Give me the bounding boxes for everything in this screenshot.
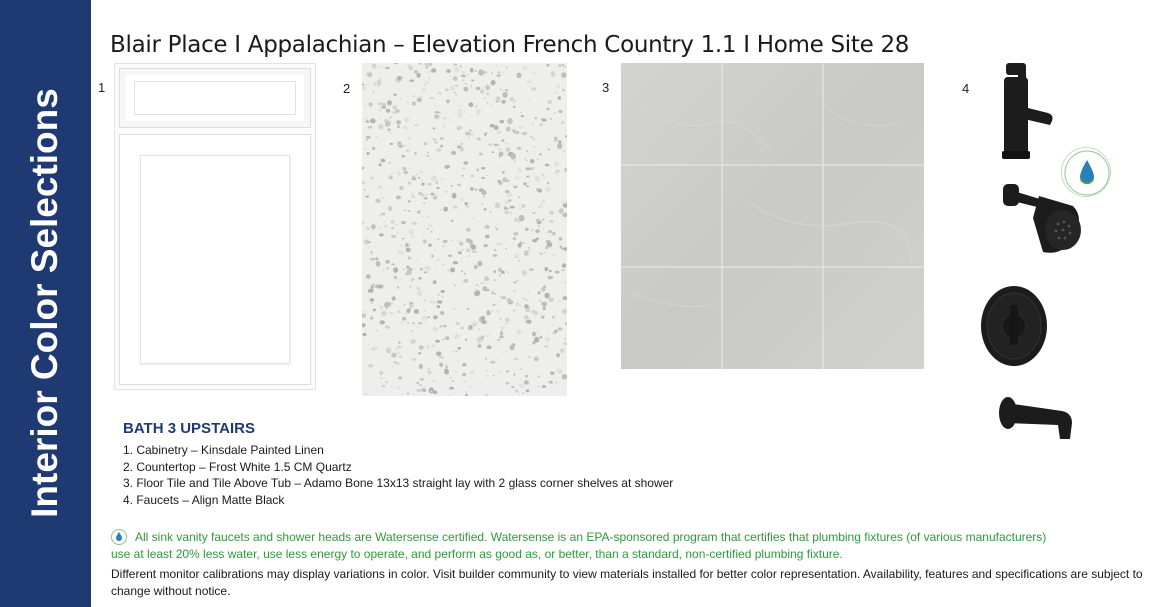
section-heading: BATH 3 UPSTAIRS [123,420,255,437]
watersense-note [111,529,1161,563]
disclaimer: Different monitor calibrations may display variations in color. Visit builder community to view materials installed for better color representation. Availability, features and specifications are subject to change without notice. [111,567,1143,598]
watersense-drop-icon [111,529,127,545]
spec-list [123,442,673,508]
quartz-texture [362,63,567,396]
watersense-note-line1: All sink vanity faucets and shower heads are Watersense certified. Watersense is an EPA-sponsored program that certifies that plumbing fixtures (of various manufacturers) [135,530,1047,544]
swatch-number-1: 1 [98,80,106,95]
list-item: 2. Countertop – Frost White 1.5 CM Quartz [123,459,352,474]
sidebar-title: Interior Color Selections [24,88,65,518]
tile-swatch [621,63,924,369]
shower-valve-trim-icon [980,285,1050,367]
list-item: 1. Cabinetry – Kinsdale Painted Linen [123,443,324,457]
shower-head-icon [1003,178,1089,256]
swatch-number-3: 3 [602,80,610,95]
tile-grid [621,63,924,369]
page-title: Blair Place I Appalachian – Elevation French Country 1.1 I Home Site 28 [110,32,910,58]
list-item: 3. Floor Tile and Tile Above Tub – Adamo Bone 13x13 straight lay with 2 glass corner shelves at shower [123,476,674,490]
swatch-number-4: 4 [962,81,970,96]
sink-faucet-icon [998,63,1058,161]
quartz-swatch [362,63,567,396]
cabinet-swatch [114,63,316,390]
watersense-note-line2: use at least 20% less water, use less energy to operate, and perform as good as, or better, than a standard, non-certified plumbing fixture. [111,547,843,561]
swatch-number-2: 2 [343,81,351,96]
cabinet-door [119,134,311,385]
list-item: 4. Faucets – Align Matte Black [123,492,285,507]
tub-spout-icon [998,395,1076,445]
cabinet-drawer-front [119,68,311,128]
sidebar [0,0,91,607]
